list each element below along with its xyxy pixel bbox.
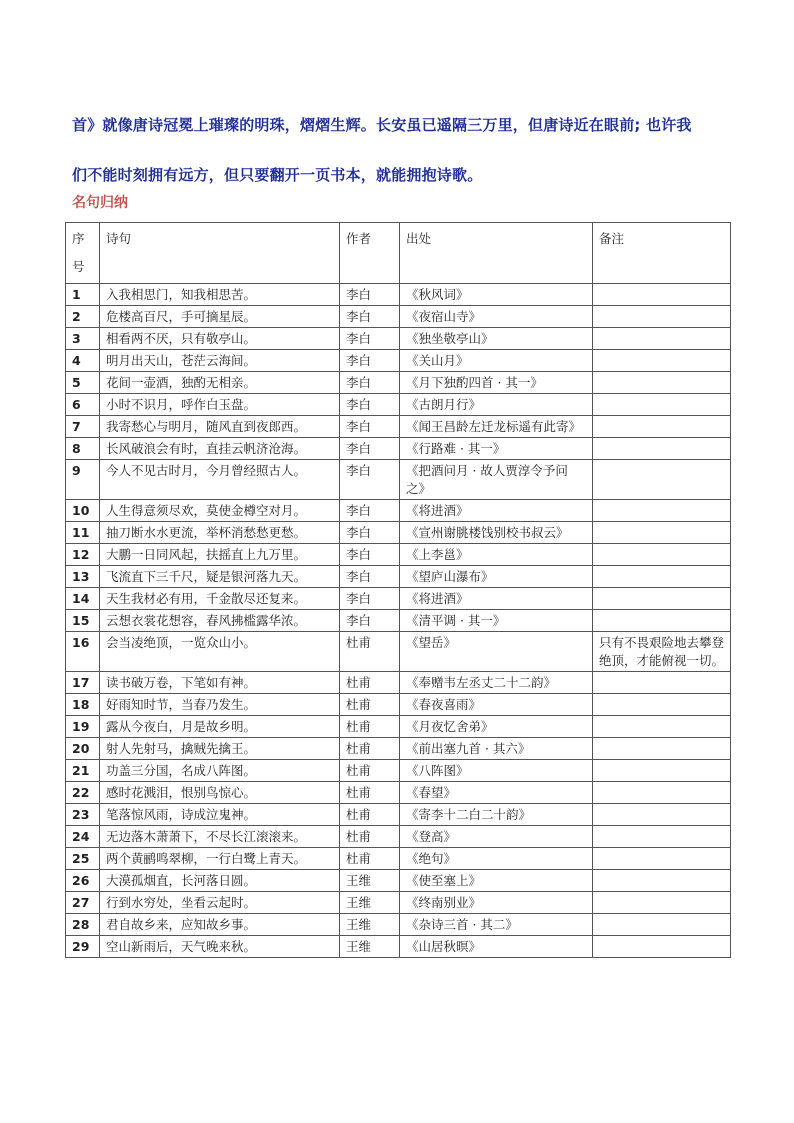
cell-note [593, 826, 731, 848]
cell-source: 《独坐敬亭山》 [400, 328, 593, 350]
cell-note [593, 566, 731, 588]
cell-number: 11 [66, 522, 100, 544]
cell-author: 李白 [340, 588, 400, 610]
cell-note [593, 416, 731, 438]
cell-source: 《古朗月行》 [400, 394, 593, 416]
cell-verse: 相看两不厌，只有敬亭山。 [100, 328, 340, 350]
table-row [66, 610, 731, 632]
cell-verse: 露从今夜白，月是故乡明。 [100, 716, 340, 738]
cell-author: 李白 [340, 372, 400, 394]
cell-number: 16 [66, 632, 100, 672]
table-row [66, 372, 731, 394]
cell-verse: 无边落木萧萧下，不尽长江滚滚来。 [100, 826, 340, 848]
cell-verse: 大鹏一日同风起，扶摇直上九万里。 [100, 544, 340, 566]
cell-note [593, 306, 731, 328]
cell-verse: 抽刀断水水更流，举杯消愁愁更愁。 [100, 522, 340, 544]
table-row [66, 782, 731, 804]
cell-source: 《登高》 [400, 826, 593, 848]
cell-number: 20 [66, 738, 100, 760]
cell-source: 《行路难 · 其一》 [400, 438, 593, 460]
cell-author: 李白 [340, 610, 400, 632]
cell-author: 王维 [340, 892, 400, 914]
cell-number: 19 [66, 716, 100, 738]
cell-note [593, 716, 731, 738]
cell-source: 《关山月》 [400, 350, 593, 372]
table-body [66, 284, 731, 958]
cell-source: 《将进酒》 [400, 588, 593, 610]
cell-author: 杜甫 [340, 694, 400, 716]
cell-author: 杜甫 [340, 672, 400, 694]
cell-source: 《春望》 [400, 782, 593, 804]
cell-verse: 小时不识月，呼作白玉盘。 [100, 394, 340, 416]
cell-source: 《八阵图》 [400, 760, 593, 782]
cell-source: 《春夜喜雨》 [400, 694, 593, 716]
cell-author: 李白 [340, 544, 400, 566]
table-row [66, 588, 731, 610]
cell-author: 王维 [340, 870, 400, 892]
table-row [66, 914, 731, 936]
cell-note [593, 522, 731, 544]
table-row [66, 804, 731, 826]
header-author: 作者 [340, 223, 400, 284]
cell-author: 李白 [340, 394, 400, 416]
header-verse: 诗句 [100, 223, 340, 284]
cell-verse: 行到水穷处，坐看云起时。 [100, 892, 340, 914]
cell-number: 4 [66, 350, 100, 372]
table-row [66, 394, 731, 416]
table-row [66, 936, 731, 958]
cell-note [593, 350, 731, 372]
cell-verse: 花间一壶酒，独酌无相亲。 [100, 372, 340, 394]
verse-table [65, 222, 731, 958]
cell-author: 李白 [340, 500, 400, 522]
table-row [66, 328, 731, 350]
cell-number: 9 [66, 460, 100, 500]
cell-author: 李白 [340, 328, 400, 350]
table-row [66, 694, 731, 716]
cell-verse: 云想衣裳花想容，春风拂槛露华浓。 [100, 610, 340, 632]
cell-author: 李白 [340, 416, 400, 438]
cell-source: 《把酒问月 · 故人贾淳令予问之》 [400, 460, 593, 500]
cell-number: 1 [66, 284, 100, 306]
cell-source: 《杂诗三首 · 其二》 [400, 914, 593, 936]
cell-source: 《望岳》 [400, 632, 593, 672]
cell-verse: 今人不见古时月，今月曾经照古人。 [100, 460, 340, 500]
cell-note [593, 804, 731, 826]
table-row [66, 306, 731, 328]
cell-number: 10 [66, 500, 100, 522]
header-source: 出处 [400, 223, 593, 284]
table-row [66, 500, 731, 522]
intro-line-1: 首》就像唐诗冠冕上璀璨的明珠，熠熠生辉。长安虽已遥隔三万里，但唐诗近在眼前; 也许我 [72, 116, 692, 134]
cell-verse: 长风破浪会有时，直挂云帆济沧海。 [100, 438, 340, 460]
cell-note [593, 936, 731, 958]
cell-number: 24 [66, 826, 100, 848]
cell-note [593, 672, 731, 694]
table-row [66, 716, 731, 738]
cell-note [593, 760, 731, 782]
table-row [66, 350, 731, 372]
cell-author: 杜甫 [340, 804, 400, 826]
cell-note [593, 870, 731, 892]
header-number: 序号 [66, 223, 100, 284]
cell-verse: 我寄愁心与明月，随风直到夜郎西。 [100, 416, 340, 438]
cell-author: 杜甫 [340, 632, 400, 672]
cell-verse: 好雨知时节，当春乃发生。 [100, 694, 340, 716]
cell-source: 《月下独酌四首 · 其一》 [400, 372, 593, 394]
cell-note [593, 438, 731, 460]
cell-author: 王维 [340, 936, 400, 958]
cell-number: 13 [66, 566, 100, 588]
cell-author: 杜甫 [340, 848, 400, 870]
intro-paragraph [72, 100, 732, 200]
cell-number: 17 [66, 672, 100, 694]
cell-number: 2 [66, 306, 100, 328]
cell-source: 《使至塞上》 [400, 870, 593, 892]
cell-source: 《山居秋暝》 [400, 936, 593, 958]
cell-verse: 明月出天山，苍茫云海间。 [100, 350, 340, 372]
cell-verse: 飞流直下三千尺，疑是银河落九天。 [100, 566, 340, 588]
table-row [66, 460, 731, 500]
cell-verse: 会当凌绝顶，一览众山小。 [100, 632, 340, 672]
cell-number: 21 [66, 760, 100, 782]
cell-number: 6 [66, 394, 100, 416]
cell-author: 李白 [340, 350, 400, 372]
cell-note [593, 738, 731, 760]
table-row [66, 870, 731, 892]
cell-note [593, 914, 731, 936]
cell-author: 杜甫 [340, 716, 400, 738]
table-row [66, 672, 731, 694]
cell-number: 22 [66, 782, 100, 804]
cell-number: 25 [66, 848, 100, 870]
cell-author: 杜甫 [340, 738, 400, 760]
cell-author: 李白 [340, 438, 400, 460]
cell-note [593, 328, 731, 350]
cell-verse: 君自故乡来，应知故乡事。 [100, 914, 340, 936]
cell-verse: 入我相思门，知我相思苦。 [100, 284, 340, 306]
cell-source: 《奉赠韦左丞丈二十二韵》 [400, 672, 593, 694]
table-row [66, 522, 731, 544]
cell-author: 李白 [340, 460, 400, 500]
cell-note [593, 284, 731, 306]
cell-note [593, 394, 731, 416]
cell-number: 18 [66, 694, 100, 716]
cell-author: 李白 [340, 566, 400, 588]
intro-line-2: 们不能时刻拥有远方，但只要翻开一页书本，就能拥抱诗歌。 [72, 166, 483, 184]
cell-author: 杜甫 [340, 826, 400, 848]
cell-verse: 危楼高百尺，手可摘星辰。 [100, 306, 340, 328]
cell-number: 12 [66, 544, 100, 566]
cell-verse: 空山新雨后，天气晚来秋。 [100, 936, 340, 958]
table-row [66, 566, 731, 588]
cell-note: 只有不畏艰险地去攀登绝顶，才能俯视一切。 [593, 632, 731, 672]
cell-source: 《将进酒》 [400, 500, 593, 522]
cell-author: 杜甫 [340, 782, 400, 804]
cell-number: 14 [66, 588, 100, 610]
cell-number: 15 [66, 610, 100, 632]
cell-verse: 大漠孤烟直，长河落日圆。 [100, 870, 340, 892]
cell-source: 《终南别业》 [400, 892, 593, 914]
cell-number: 23 [66, 804, 100, 826]
cell-verse: 功盖三分国，名成八阵图。 [100, 760, 340, 782]
table-row [66, 826, 731, 848]
cell-author: 李白 [340, 306, 400, 328]
table-row [66, 892, 731, 914]
section-title: 名句归纳 [72, 195, 128, 211]
table-row [66, 544, 731, 566]
cell-source: 《上李邕》 [400, 544, 593, 566]
cell-verse: 两个黄鹂鸣翠柳，一行白鹭上青天。 [100, 848, 340, 870]
cell-note [593, 848, 731, 870]
cell-source: 《夜宿山寺》 [400, 306, 593, 328]
cell-number: 26 [66, 870, 100, 892]
cell-source: 《望庐山瀑布》 [400, 566, 593, 588]
cell-verse: 天生我材必有用，千金散尽还复来。 [100, 588, 340, 610]
cell-number: 5 [66, 372, 100, 394]
cell-author: 李白 [340, 284, 400, 306]
table-row [66, 416, 731, 438]
table-header-row [66, 223, 731, 284]
cell-note [593, 460, 731, 500]
table-row [66, 760, 731, 782]
cell-source: 《清平调 · 其一》 [400, 610, 593, 632]
cell-author: 杜甫 [340, 760, 400, 782]
cell-note [593, 610, 731, 632]
cell-verse: 感时花溅泪，恨别鸟惊心。 [100, 782, 340, 804]
cell-note [593, 892, 731, 914]
cell-source: 《前出塞九首 · 其六》 [400, 738, 593, 760]
cell-source: 《寄李十二白二十韵》 [400, 804, 593, 826]
table-row [66, 738, 731, 760]
cell-verse: 读书破万卷，下笔如有神。 [100, 672, 340, 694]
cell-number: 7 [66, 416, 100, 438]
cell-source: 《绝句》 [400, 848, 593, 870]
cell-author: 李白 [340, 522, 400, 544]
cell-verse: 人生得意须尽欢，莫使金樽空对月。 [100, 500, 340, 522]
header-note: 备注 [593, 223, 731, 284]
cell-note [593, 694, 731, 716]
cell-source: 《宣州谢朓楼饯别校书叔云》 [400, 522, 593, 544]
table-row [66, 848, 731, 870]
cell-note [593, 544, 731, 566]
cell-verse: 笔落惊风雨，诗成泣鬼神。 [100, 804, 340, 826]
cell-verse: 射人先射马，擒贼先擒王。 [100, 738, 340, 760]
cell-number: 28 [66, 914, 100, 936]
table-row [66, 438, 731, 460]
cell-source: 《闻王昌龄左迁龙标遥有此寄》 [400, 416, 593, 438]
cell-number: 27 [66, 892, 100, 914]
cell-number: 29 [66, 936, 100, 958]
cell-note [593, 372, 731, 394]
table-row [66, 284, 731, 306]
table-row [66, 632, 731, 672]
cell-note [593, 500, 731, 522]
cell-author: 王维 [340, 914, 400, 936]
cell-note [593, 588, 731, 610]
cell-number: 8 [66, 438, 100, 460]
cell-number: 3 [66, 328, 100, 350]
cell-note [593, 782, 731, 804]
cell-source: 《秋风词》 [400, 284, 593, 306]
cell-source: 《月夜忆舍弟》 [400, 716, 593, 738]
